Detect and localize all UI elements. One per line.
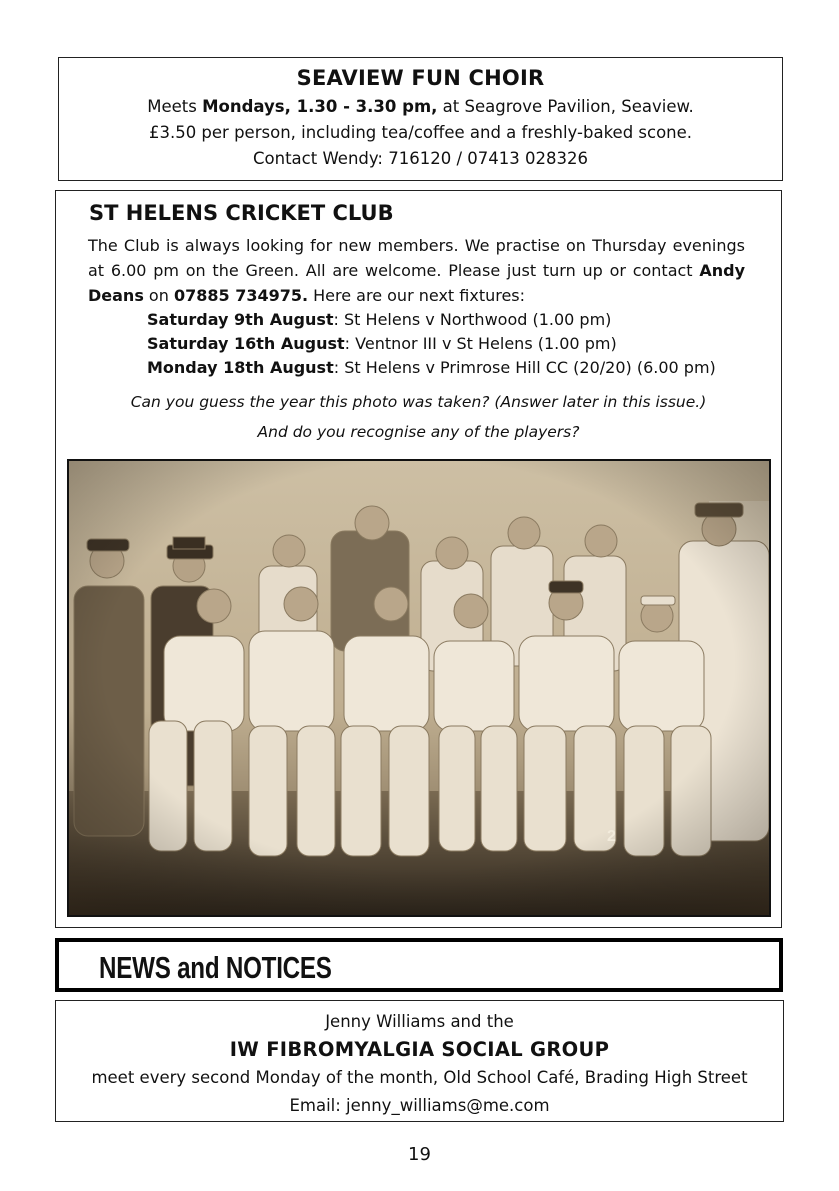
- cricket-paragraph: [88, 233, 745, 308]
- fixture-date: Monday 18th August: [147, 358, 334, 377]
- choir-meeting-time: Mondays, 1.30 - 3.30 pm,: [202, 97, 438, 116]
- page-number: 19: [408, 1144, 431, 1165]
- fixture-date: Saturday 9th August: [147, 310, 334, 329]
- cricket-contact-name: Andy Deans: [88, 261, 745, 305]
- news-heading-box: [55, 938, 783, 992]
- fixture-detail: : St Helens v Northwood (1.00 pm): [333, 310, 612, 329]
- photo-question-players: And do you recognise any of the players?: [257, 423, 580, 441]
- fibro-intro: Jenny Williams and the: [325, 1012, 514, 1031]
- cricket-para-on: on: [143, 286, 174, 305]
- choir-title: SEAVIEW FUN CHOIR: [296, 66, 545, 90]
- cricket-notice-box: [55, 190, 782, 928]
- cricket-contact-phone: 07885 734975.: [173, 286, 309, 305]
- fixture-item: [147, 332, 716, 356]
- fixture-detail: : Ventnor III v St Helens (1.00 pm): [344, 334, 617, 353]
- fibro-group-name: IW FIBROMYALGIA SOCIAL GROUP: [229, 1038, 610, 1061]
- choir-contact-line: Contact Wendy: 716120 / 07413 028326: [253, 149, 588, 168]
- choir-price-line: £3.50 per person, including tea/coffee and a freshly-baked scone.: [148, 123, 693, 142]
- news-heading: NEWS and NOTICES: [99, 950, 332, 985]
- fixture-detail: : St Helens v Primrose Hill CC (20/20) (6.00 pm): [333, 358, 716, 377]
- choir-meets-text: Meets: [147, 97, 203, 116]
- fixture-item: [147, 308, 716, 332]
- choir-notice-box: [58, 57, 783, 181]
- photo-number-label: 2: [607, 828, 616, 845]
- cricket-title: ST HELENS CRICKET CLUB: [89, 201, 394, 225]
- fixture-item: [147, 356, 716, 380]
- choir-meeting-line: [59, 94, 782, 120]
- fibromyalgia-notice-box: [55, 1000, 784, 1122]
- team-photo: [67, 459, 771, 917]
- fibro-email: Email: jenny_williams@me.com: [289, 1096, 550, 1115]
- photo-question: Can you guess the year this photo was taken? (Answer later in this issue.): [130, 393, 707, 411]
- fixture-list: [147, 308, 716, 380]
- cricket-para-tail: Here are our next fixtures:: [308, 286, 526, 305]
- cricket-para-text: The Club is always looking for new members. We practise on Thursday evenings at 6.00 pm on the Green. All are welcome. Please just turn up or contact: [88, 236, 745, 280]
- fibro-meeting-line: meet every second Monday of the month, Old School Café, Brading High Street: [91, 1068, 748, 1087]
- choir-venue-text: at Seagrove Pavilion, Seaview.: [437, 97, 694, 116]
- fixture-date: Saturday 16th August: [147, 334, 345, 353]
